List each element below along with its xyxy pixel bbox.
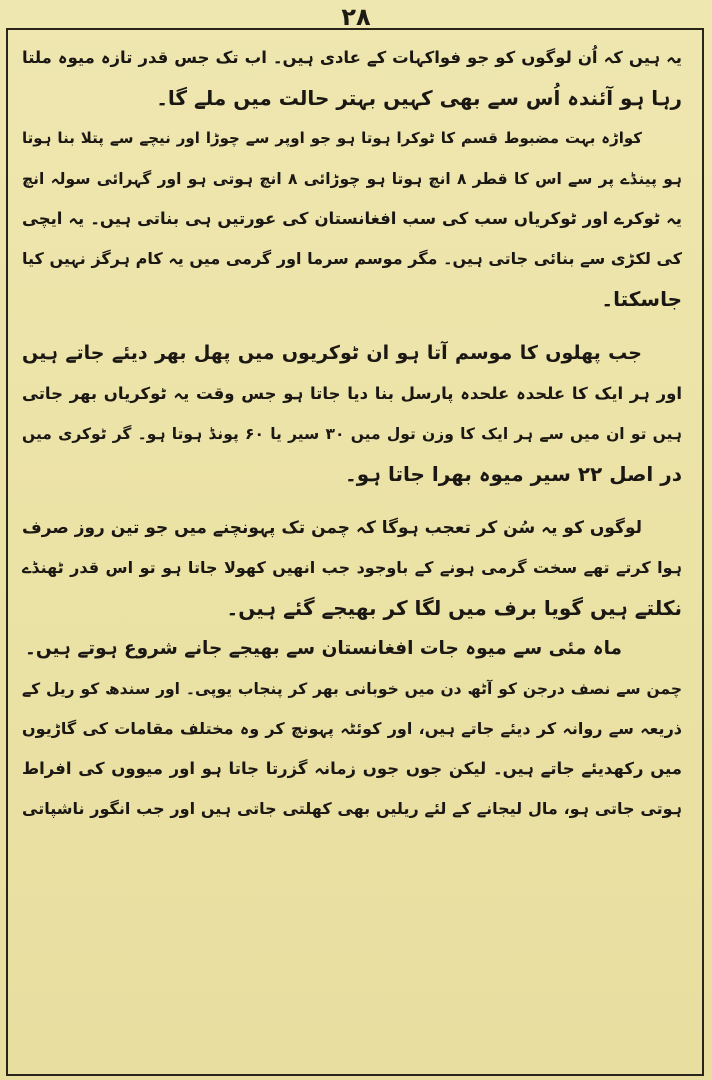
text-line: ہوتی جاتی ہو، مال لیجانے کے لئے ریلیں بھی کھلتی جاتی ہیں اور جب انگور ناشپاتی bbox=[22, 799, 682, 819]
text-line: نکلتے ہیں گویا برف میں لگا کر بھیجے گئے ہیں۔ bbox=[226, 596, 682, 621]
body-text bbox=[22, 38, 682, 830]
text-line: رہا ہو آئندہ اُس سے بھی کہیں بہتر حالت میں ملے گا۔ bbox=[156, 86, 682, 111]
text-line: یہ ٹوکرے اور ٹوکریاں سب کی سب افغانستان کی عورتیں ہی بناتی ہیں۔ یہ ایچی bbox=[22, 208, 682, 228]
text-line: ہو پینڈے پر سے اس کا قطر ۸ انچ ہوتا ہو چوڑائی ۸ انچ ہوتی ہو اور گہرائی سولہ انچ bbox=[22, 169, 682, 188]
text-line: چمن سے نصف درجن کو آٹھ دن میں خوبانی بھر کر پنجاب یوپی۔ اور سندھ کو ریل کے bbox=[22, 679, 682, 698]
text-line: ماہ مئی سے میوہ جات افغانستان سے بھیجے جانے شروع ہوتے ہیں۔ bbox=[25, 637, 622, 659]
text-line: ذریعہ سے روانہ کر دیئے جاتے ہیں، اور کوئٹہ پہونچ کر وہ مختلف مقامات کی گاڑیوں bbox=[22, 719, 682, 738]
text-line: جب پھلوں کا موسم آتا ہو ان ٹوکریوں میں پھل بھر دیئے جاتے ہیں bbox=[22, 342, 642, 365]
page-number: ۲۸ bbox=[341, 3, 371, 31]
text-line: ہیں تو ان میں سے ہر ایک کا وزن تول میں ۳۰ سیر یا ۶۰ پونڈ ہوتا ہو۔ گر ٹوکری میں bbox=[22, 424, 682, 443]
text-line: کواڑہ بہت مضبوط قسم کا ٹوکرا ہوتا ہو جو اوپر سے چوڑا اور نیچے سے پتلا بنا ہوتا bbox=[22, 129, 642, 148]
text-line: کی لکڑی سے بنائی جاتی ہیں۔ مگر موسم سرما اور گرمی میں یہ کام ہرگز نہیں کیا bbox=[22, 248, 682, 268]
text-line: ہوا کرتے تھے سخت گرمی ہونے کے باوجود جب انھیں کھولا جاتا ہو تو اس قدر ٹھنڈے bbox=[22, 558, 682, 578]
text-line: اور ہر ایک کا علحدہ علحدہ پارسل بنا دیا جاتا ہو جس وقت یہ ٹوکریاں بھر جاتی bbox=[22, 383, 682, 403]
text-line: میں رکھدیئے جاتے ہیں۔ لیکن جوں جوں زمانہ گزرتا جاتا ہو اور میووں کی افراط bbox=[22, 759, 682, 779]
text-line: یہ ہیں کہ اُن لوگوں کو جو فواکہات کے عادی ہیں۔ اب تک جس قدر تازہ میوہ ملتا bbox=[22, 48, 682, 67]
text-line: در اصل ۲۲ سیر میوہ بھرا جاتا ہو۔ bbox=[345, 461, 682, 486]
text-line: جاسکتا۔ bbox=[601, 287, 682, 312]
text-line: لوگوں کو یہ سُن کر تعجب ہوگا کہ چمن تک پہونچنے میں جو تین روز صرف bbox=[22, 518, 642, 539]
